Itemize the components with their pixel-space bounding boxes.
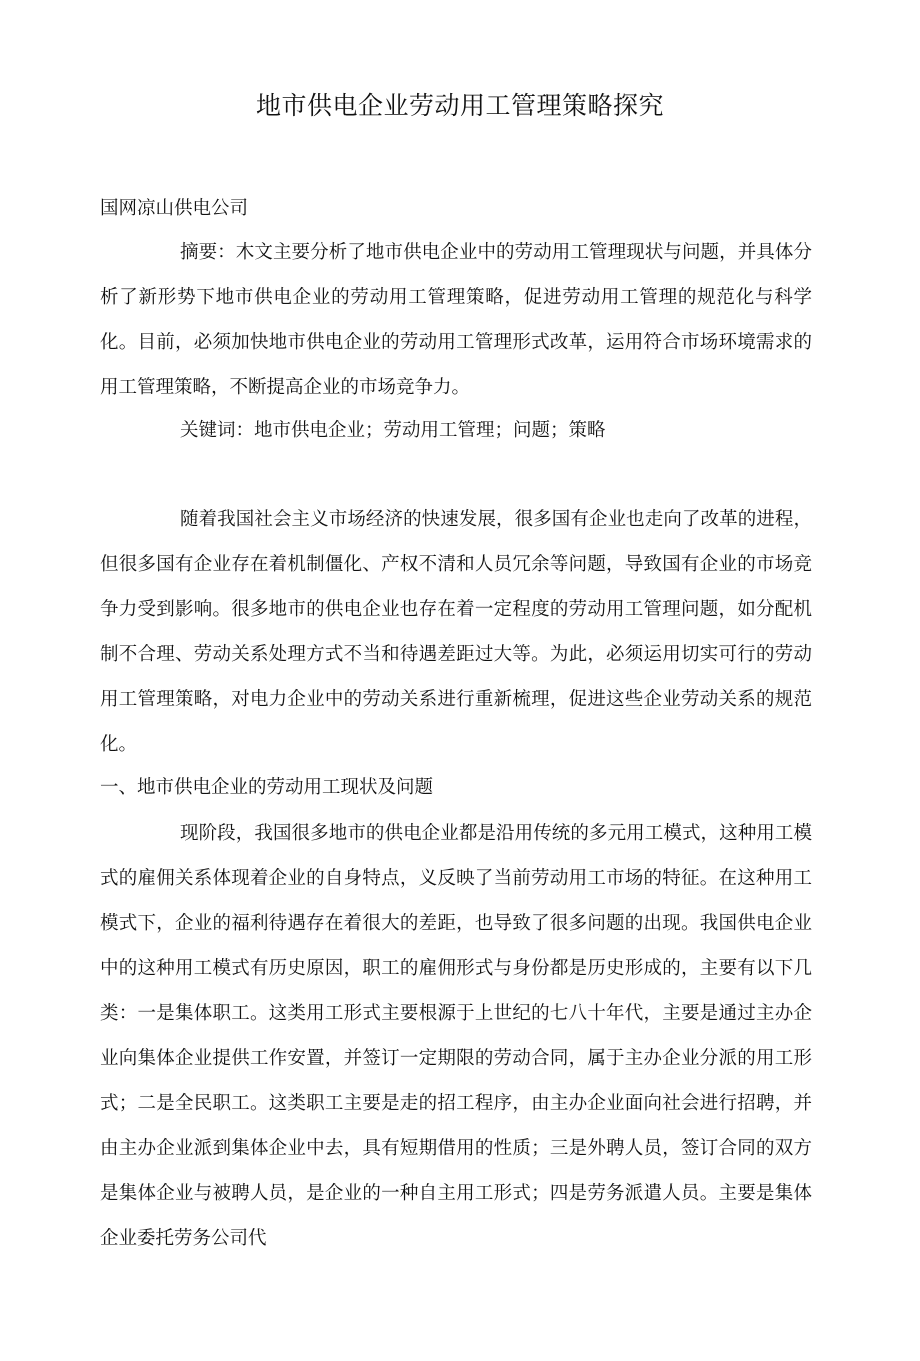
abstract-paragraph: 摘要：木文主要分析了地市供电企业中的劳动用工管理现状与问题，并具体分析了新形势下地市供电企业的劳动用工管理策略，促进劳动用工管理的规范化与科学化。目前，必须加快地市供电企业的劳动用工管理形式改革，运用符合市场环境需求的用工管理策略，不断提高企业的市场竞争力。 xyxy=(100,242,812,398)
keywords-line: 关键词：地市供电企业；劳动用工管理；问题；策略 xyxy=(180,420,606,441)
section-paragraph: 现阶段，我国很多地市的供电企业都是沿用传统的多元用工模式，这种用工模式的雇佣关系体现着企业的自身特点，义反映了当前劳动用工市场的特征。在这种用工模式下，企业的福利待遇存在着很大的差距，也导致了很多问题的出现。我国供电企业中的这种用工模式有历史原因，职工的雇佣形式与身份都是历史形成的，主要有以下几类：一是集体职工。这类用工形式主要根源于上世纪的七八十年代，主要是通过主办企业向集体企业提供工作安置，并签订一定期限的劳动合同，属于主办企业分派的用工形式；二是全民职工。这类职工主要是走的招工程序，由主办企业面向社会进行招聘，并由主办企业派到集体企业中去，具有短期借用的性质；三是外聘人员，签订合同的双方是集体企业与被聘人员，是企业的一种自主用工形式；四是劳务派遣人员。主要是集体企业委托劳务公司代 xyxy=(100,823,812,1249)
document-title: 地市供电企业劳动用工管理策略探究 xyxy=(255,91,664,120)
intro-paragraph: 随着我国社会主义市场经济的快速发展，很多国有企业也走向了改革的进程，但很多国有企业存在着机制僵化、产权不清和人员冗余等问题，导致国有企业的市场竞争力受到影响。很多地市的供电企业也存在着一定程度的劳动用工管理问题，如分配机制不合理、劳动关系处理方式不当和待遇差距过大等。为此，必须运用切实可行的劳动用工管理策略，对电力企业中的劳动关系进行重新梳理，促进这些企业劳动关系的规范化。 xyxy=(100,509,812,755)
section-heading: 一、地市供电企业的劳动用工现状及问题 xyxy=(100,777,434,798)
author-affiliation: 国网凉山供电公司 xyxy=(100,198,249,219)
